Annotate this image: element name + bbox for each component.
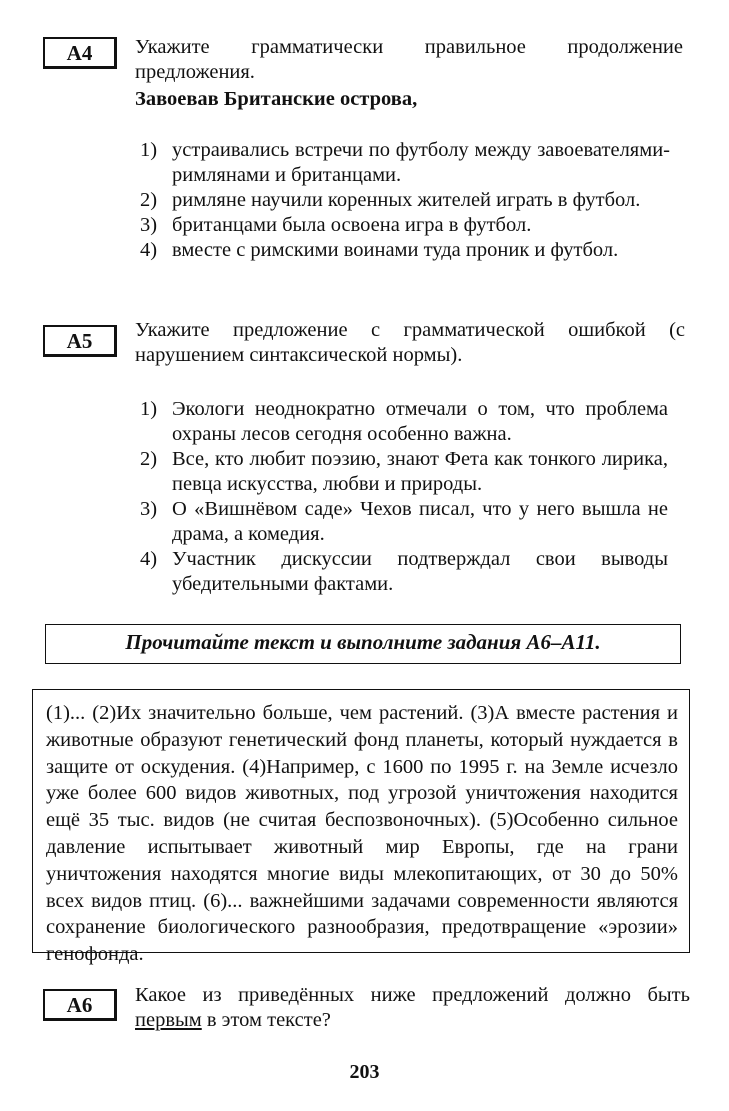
a5-question: Укажите предложение с грамматической ошибкой (с нарушением синтаксической нормы). [135, 319, 685, 366]
option-text: британцами была освоена игра в футбол. [172, 214, 532, 236]
option-number: 2) [140, 448, 158, 470]
option-number: 3) [140, 498, 158, 520]
option-text: Экологи неоднократно отмечали о том, что проблема охраны лесов сегодня особенно важна. [172, 398, 668, 445]
option-number: 1) [140, 139, 158, 161]
task-label-a4: А4 [43, 37, 117, 69]
a5-options [140, 397, 668, 597]
option-text: устраивались встречи по футболу между завоевателями-римлянами и британцами. [172, 139, 670, 186]
option-4 [140, 547, 668, 597]
task-label-a6: А6 [43, 989, 117, 1021]
a6-question-end: в этом тексте? [201, 1009, 331, 1031]
a6-question [135, 983, 690, 1033]
reading-instruction: Прочитайте текст и выполните задания А6–А11. [45, 624, 681, 664]
option-3 [140, 213, 670, 238]
a4-stem: Завоевав Британские острова, [135, 88, 418, 110]
option-text: вместе с римскими воинами туда проник и футбол. [172, 239, 619, 261]
option-4 [140, 238, 670, 263]
task-label-a5: А5 [43, 325, 117, 357]
option-1 [140, 397, 668, 447]
a4-question: Укажите грамматически правильное продолжение предложения. [135, 36, 683, 83]
page-number: 203 [349, 1061, 380, 1083]
a4-options [140, 138, 670, 263]
option-number: 1) [140, 398, 158, 420]
option-text: О «Вишнёвом саде» Чехов писал, что у него вышла не драма, а комедия. [172, 498, 668, 545]
option-1 [140, 138, 670, 188]
option-text: Участник дискуссии подтверждал свои выводы убедительными фактами. [172, 548, 668, 595]
option-number: 4) [140, 239, 158, 261]
a6-question-emphasis: первым [135, 1009, 202, 1031]
option-number: 4) [140, 548, 158, 570]
option-text: Все, кто любит поэзию, знают Фета как тонкого лирика, певца искусства, любви и природы. [172, 448, 668, 495]
option-2 [140, 447, 668, 497]
a6-question-start: Какое из приведённых ниже предложений должно быть [135, 984, 690, 1006]
option-number: 3) [140, 214, 158, 236]
option-number: 2) [140, 189, 158, 211]
option-3 [140, 497, 668, 547]
reading-passage: (1)... (2)Их значительно больше, чем растений. (3)А вместе растения и животные образуют генетический фонд планеты, который нуждается в защите от оскудения. (4)Например, с 1600 по 1995 г. на Земле исчезло уже более 600 видов животных, под угрозой уничтожения находится ещё 35 тыс. видов (не считая беспозвоночных). (5)Особенно сильное давление испытывает животный мир Европы, где на грани уничтожения находятся многие виды млекопитающих, от 30 до 50% всех видов птиц. (6)... важнейшими задачами современности являются сохранение биологического разнообразия, предотвращение «эрозии» генофонда. [32, 689, 690, 953]
option-text: римляне научили коренных жителей играть в футбол. [172, 189, 641, 211]
option-2 [140, 188, 670, 213]
